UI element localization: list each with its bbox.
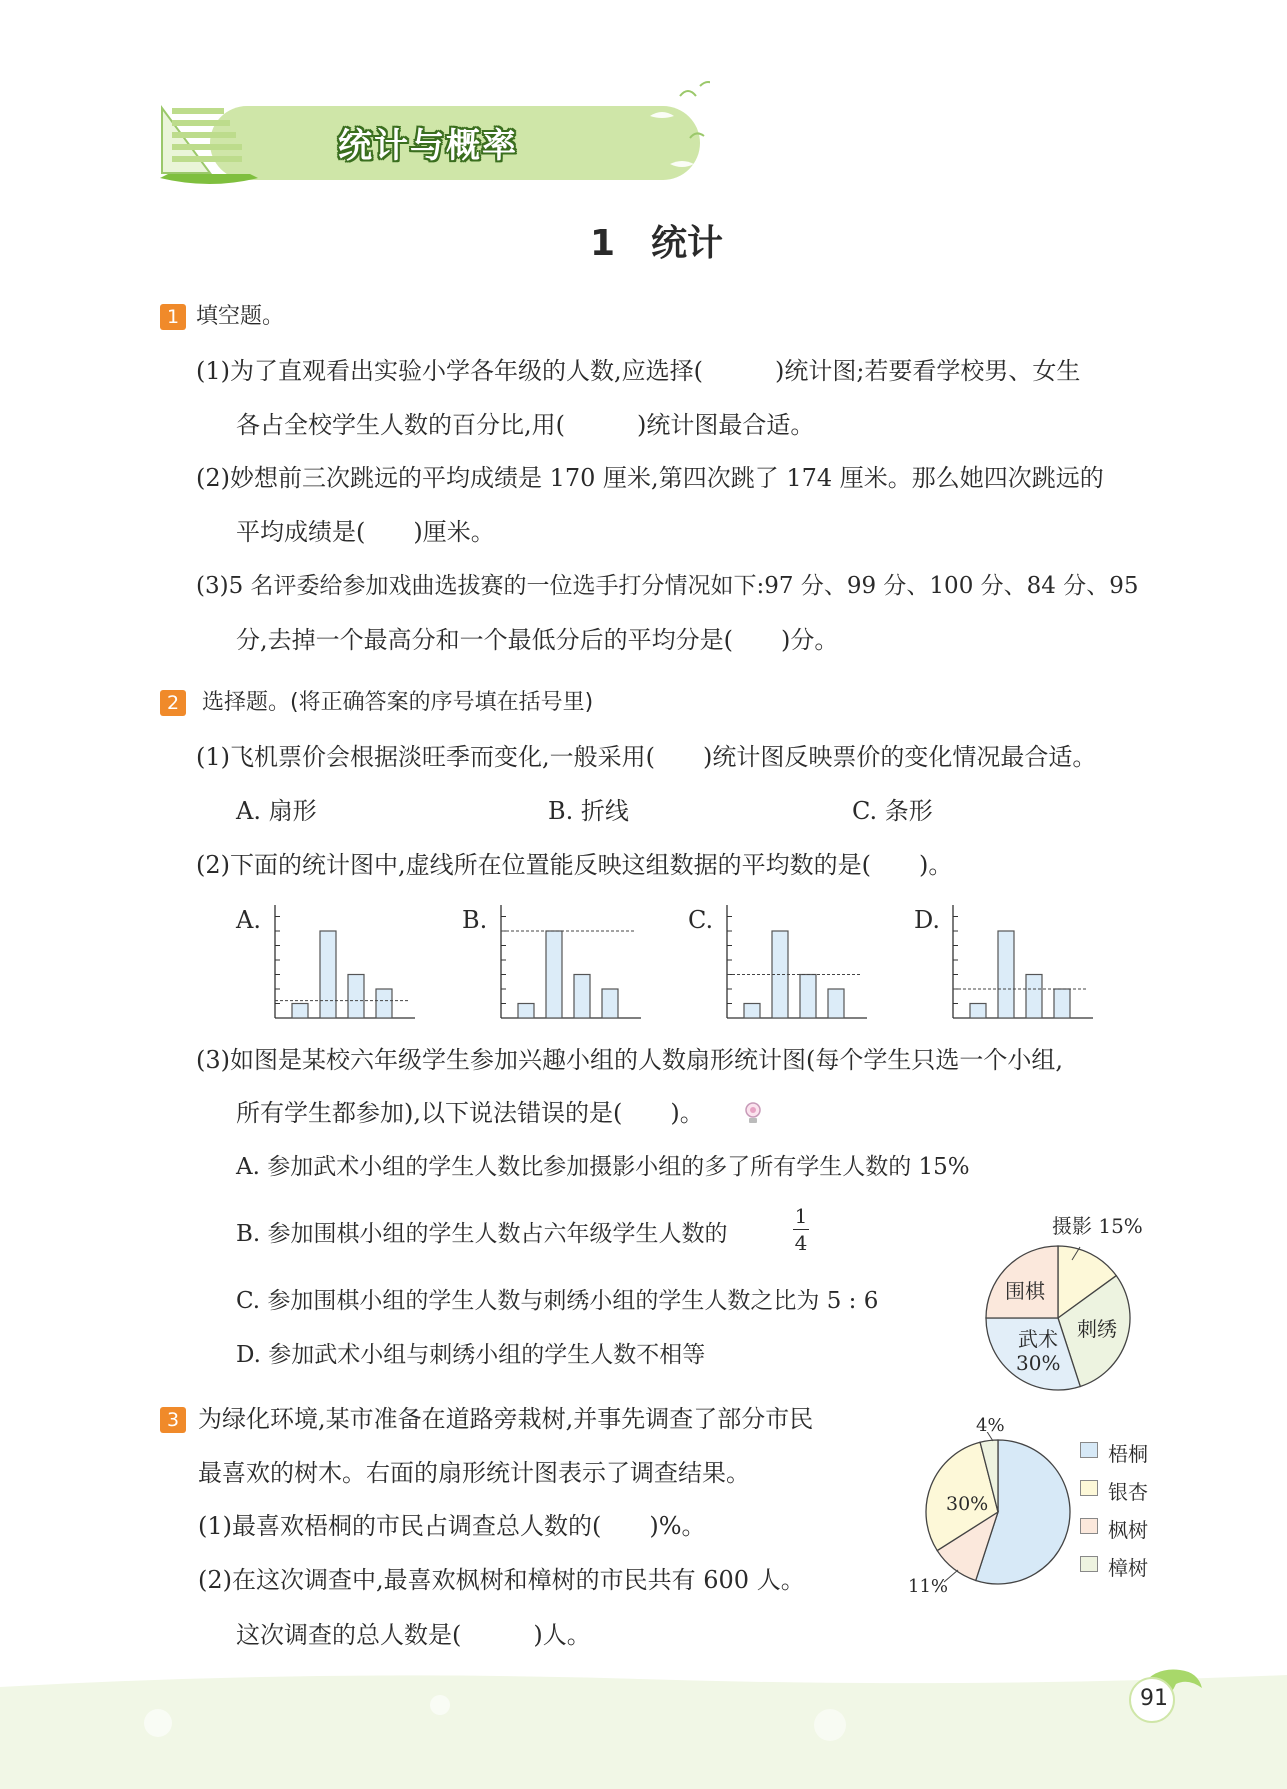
- bar: [828, 989, 844, 1018]
- bar-chart-label-c: C.: [688, 906, 714, 934]
- bar: [574, 975, 590, 1019]
- q2-part-3-option-b: B. 参加围棋小组的学生人数占六年级学生人数的: [236, 1221, 728, 1247]
- q2-part-2: (2)下面的统计图中,虚线所在位置能反映这组数据的平均数的是( )。: [196, 851, 953, 879]
- q1-line-1: (1)为了直观看出实验小学各年级的人数,应选择( )统计图;若要看学校男、女生: [196, 357, 1081, 385]
- bar-chart-label-a: A.: [236, 906, 261, 934]
- q1-line-4: 平均成绩是( )厘米。: [236, 518, 495, 546]
- q2-part-3-line-1: (3)如图是某校六年级学生参加兴趣小组的人数扇形统计图(每个学生只选一个小组,: [196, 1046, 1063, 1074]
- pie-chart-favorite-trees: [918, 1432, 1078, 1592]
- bar-chart-label-b: B.: [462, 906, 488, 934]
- pie1-label-embroidery: 刺绣: [1077, 1317, 1117, 1341]
- section-title: 1 统计: [590, 223, 724, 264]
- legend-swatch-maple: [1080, 1518, 1098, 1534]
- bar: [348, 975, 364, 1019]
- bar: [998, 931, 1014, 1018]
- q2-part-3-option-d: D. 参加武术小组与刺绣小组的学生人数不相等: [236, 1342, 706, 1368]
- q2-option-c: C. 条形: [852, 797, 933, 825]
- bar-chart-label-d: D.: [914, 906, 941, 934]
- question-2-title: 选择题。(将正确答案的序号填在括号里): [202, 690, 594, 715]
- pie1-label-martial-arts: 武术: [1018, 1327, 1058, 1351]
- footer-background: [0, 1665, 1287, 1789]
- pie1-label-martial-arts-pct: 30%: [1016, 1351, 1061, 1375]
- q3-part-2: (2)在这次调查中,最喜欢枫树和樟树的市民共有 600 人。: [198, 1566, 805, 1594]
- legend-label-maple: 枫树: [1108, 1518, 1148, 1542]
- q1-line-2: 各占全校学生人数的百分比,用( )统计图最合适。: [236, 411, 815, 439]
- question-1-title: 填空题。: [196, 304, 285, 329]
- q1-line-6: 分,去掉一个最高分和一个最低分后的平均分是( )分。: [236, 626, 839, 654]
- bar-chart-d: [948, 900, 1098, 1025]
- pie1-label-go: 围棋: [1005, 1279, 1045, 1303]
- bar: [292, 1004, 308, 1019]
- q2-part-3-option-a: A. 参加武术小组的学生人数比参加摄影小组的多了所有学生人数的 15%: [236, 1154, 970, 1180]
- q2-part-3-line-2: 所有学生都参加),以下说法错误的是( )。: [236, 1099, 704, 1127]
- pie2-label-ginkgo-pct: 30%: [946, 1493, 989, 1515]
- lightbulb-icon: [742, 1100, 764, 1126]
- pie1-label-photography: 摄影 15%: [1052, 1214, 1143, 1238]
- q2-option-b: B. 折线: [548, 797, 629, 825]
- fraction-denominator: 4: [794, 1231, 808, 1255]
- bar: [320, 931, 336, 1018]
- legend-swatch-camphor: [1080, 1556, 1098, 1572]
- bar: [376, 989, 392, 1018]
- legend-swatch-ginkgo: [1080, 1480, 1098, 1496]
- question-number-2: 2: [160, 690, 186, 716]
- bar: [1054, 989, 1070, 1018]
- bar: [518, 1004, 534, 1019]
- legend-swatch-wutong: [1080, 1442, 1098, 1458]
- question-number-3: 3: [160, 1407, 186, 1433]
- q2-part-3-option-c: C. 参加围棋小组的学生人数与刺绣小组的学生人数之比为 5 : 6: [236, 1288, 879, 1314]
- q3-line-2: 最喜欢的树木。右面的扇形统计图表示了调查结果。: [198, 1459, 750, 1487]
- q3-line-1: 为绿化环境,某市准备在道路旁栽树,并事先调查了部分市民: [198, 1405, 814, 1433]
- pie2-label-camphor-pct: 4%: [976, 1415, 1005, 1436]
- q1-line-3: (2)妙想前三次跳远的平均成绩是 170 厘米,第四次跳了 174 厘米。那么她四次跳远的: [196, 464, 1104, 492]
- page-number: 91: [1140, 1686, 1168, 1711]
- q3-part-2b: 这次调查的总人数是( )人。: [236, 1621, 591, 1649]
- fraction-bar: [793, 1229, 809, 1230]
- bar: [546, 931, 562, 1018]
- bar: [800, 975, 816, 1019]
- bar: [744, 1004, 760, 1019]
- pie2-label-maple-pct: 11%: [908, 1576, 949, 1597]
- bar-chart-b: [496, 900, 646, 1025]
- q2-option-a: A. 扇形: [236, 797, 317, 825]
- q2-part-1: (1)飞机票价会根据淡旺季而变化,一般采用( )统计图反映票价的变化情况最合适。: [196, 743, 1097, 771]
- fraction-numerator: 1: [794, 1204, 808, 1228]
- q1-line-5: (3)5 名评委给参加戏曲选拔赛的一位选手打分情况如下:97 分、99 分、100 分、84 分、95: [196, 573, 1139, 599]
- bar: [1026, 975, 1042, 1019]
- bar: [970, 1004, 986, 1019]
- question-number-1: 1: [160, 304, 186, 330]
- q3-part-1: (1)最喜欢梧桐的市民占调查总人数的( )%。: [198, 1512, 706, 1540]
- legend-label-ginkgo: 银杏: [1108, 1480, 1148, 1504]
- bar: [602, 989, 618, 1018]
- legend-label-camphor: 樟树: [1108, 1556, 1148, 1580]
- banner-title: 统计与概率: [338, 126, 518, 166]
- bar-chart-a: [270, 900, 420, 1025]
- legend-label-wutong: 梧桐: [1108, 1442, 1148, 1466]
- bar-chart-c: [722, 900, 872, 1025]
